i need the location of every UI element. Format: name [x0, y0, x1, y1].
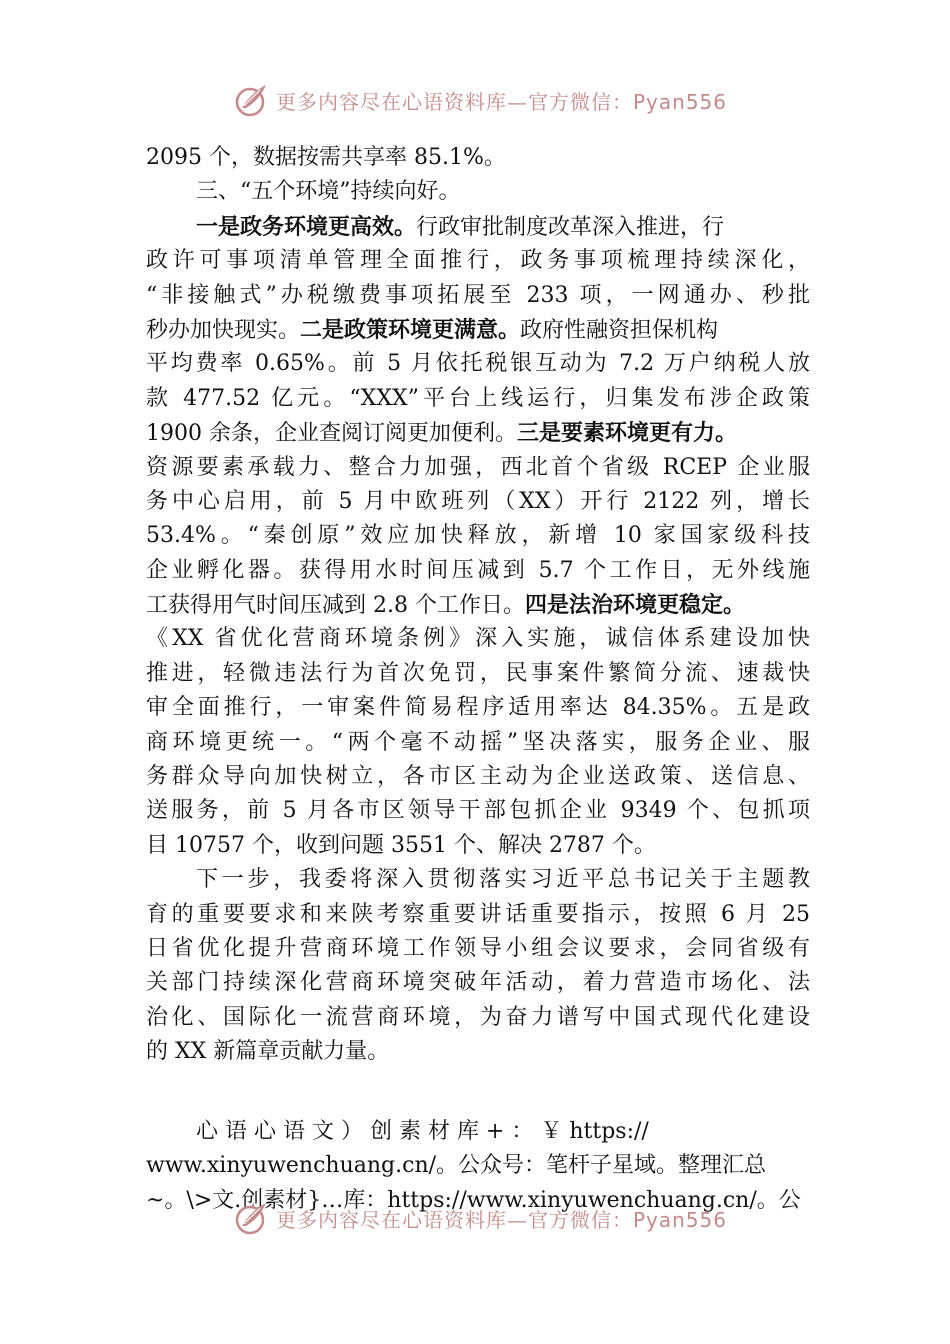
- text-line: 下一步，我委将深入贯彻落实习近平总书记关于主题教: [196, 867, 810, 893]
- watermark-banner-bottom: [232, 1204, 732, 1240]
- text-line: 资源要素承载力、整合力加强，西北首个省级 RCEP 企业服: [146, 454, 810, 480]
- text-line: 秒办加快现实。二是政策环境更满意。政府性融资担保机构: [146, 316, 719, 343]
- text-line: 53.4%。“秦创原”效应加快释放，新增 10 家国家级科技: [146, 523, 810, 549]
- text-line: 送服务，前 5 月各市区领导干部包抓企业 9349 个、包抓项: [146, 798, 810, 824]
- text-line: 1900 余条，企业查阅订阅更加便利。三是要素环境更有力。: [146, 420, 737, 447]
- watermark-text: 更多内容尽在心语资料库—官方微信：Pyan556: [276, 1207, 728, 1232]
- subheading: 一是政务环境更高效。: [196, 213, 417, 240]
- text-line: 平均费率 0.65%。前 5 月依托税银互动为 7.2 万户纳税人放: [146, 351, 810, 377]
- subheading: 四是法治环境更稳定。: [524, 592, 745, 619]
- subheading: 二是政策环境更满意。: [300, 316, 521, 343]
- footer-line: www.xinyuwenchuang.cn/。公众号：笔杆子星域。整理汇总: [146, 1153, 767, 1179]
- footer-note: [146, 1115, 810, 1218]
- document-body: [146, 141, 810, 1070]
- text-line: 推进，轻微违法行为首次免罚，民事案件繁简分流、速裁快: [146, 660, 810, 686]
- text-line: 《XX 省优化营商环境条例》深入实施，诚信体系建设加快: [146, 626, 810, 652]
- text-line: 关部门持续深化营商环境突破年活动，着力营造市场化、法: [146, 970, 810, 996]
- text-line: 治化、国际化一流营商环境，为奋力谱写中国式现代化建设: [146, 1004, 810, 1030]
- text-line: “非接触式”办税缴费事项拓展至 233 项，一网通办、秒批: [146, 282, 810, 308]
- quill-logo-icon: [232, 1204, 272, 1238]
- text-line: 款 477.52 亿元。“XXX”平台上线运行，归集发布涉企政策: [146, 385, 810, 411]
- footer-line: ~。\>文.创素材}…库：https://www.xinyuwenchuang.cn/。公: [146, 1187, 801, 1213]
- text-line: 审全面推行，一审案件简易程序适用率达 84.35%。五是政: [146, 695, 810, 721]
- watermark-banner-top: [232, 80, 732, 120]
- text-line: 政许可事项清单管理全面推行，政务事项梳理持续深化，: [146, 248, 810, 274]
- quill-logo-icon: [232, 80, 272, 120]
- text-line: 的 XX 新篇章贡献力量。: [146, 1039, 390, 1065]
- section-heading: 三、“五个环境”持续向好。: [196, 179, 461, 205]
- text-line: 一是政务环境更高效。行政审批制度改革深入推进，行: [196, 213, 725, 240]
- text-line: 务中心启用，前 5 月中欧班列（XX）开行 2122 列，增长: [146, 488, 810, 514]
- text-line: 育的重要要求和来陕考察重要讲话重要指示，按照 6 月 25: [146, 901, 810, 927]
- footer-line: 心 语 心 语 文 ） 创 素 材 库 + ： ￥ https://: [196, 1119, 649, 1144]
- watermark-text: 更多内容尽在心语资料库—官方微信：Pyan556: [276, 89, 728, 114]
- text-line: 工获得用气时间压减到 2.8 个工作日。四是法治环境更稳定。: [146, 592, 745, 619]
- text-line: 商环境更统一。“两个毫不动摇”坚决落实，服务企业、服: [146, 729, 810, 755]
- text-line: 企业孵化器。获得用水时间压减到 5.7 个工作日，无外线施: [146, 557, 810, 583]
- text-line: 目 10757 个，收到问题 3551 个、解决 2787 个。: [146, 832, 656, 858]
- subheading: 三是要素环境更有力。: [516, 420, 737, 447]
- text-line: 2095 个，数据按需共享率 85.1%。: [146, 145, 506, 170]
- text-line: 日省优化提升营商环境工作领导小组会议要求，会同省级有: [146, 935, 810, 961]
- text-line: 务群众导向加快树立，各市区主动为企业送政策、送信息、: [146, 764, 810, 790]
